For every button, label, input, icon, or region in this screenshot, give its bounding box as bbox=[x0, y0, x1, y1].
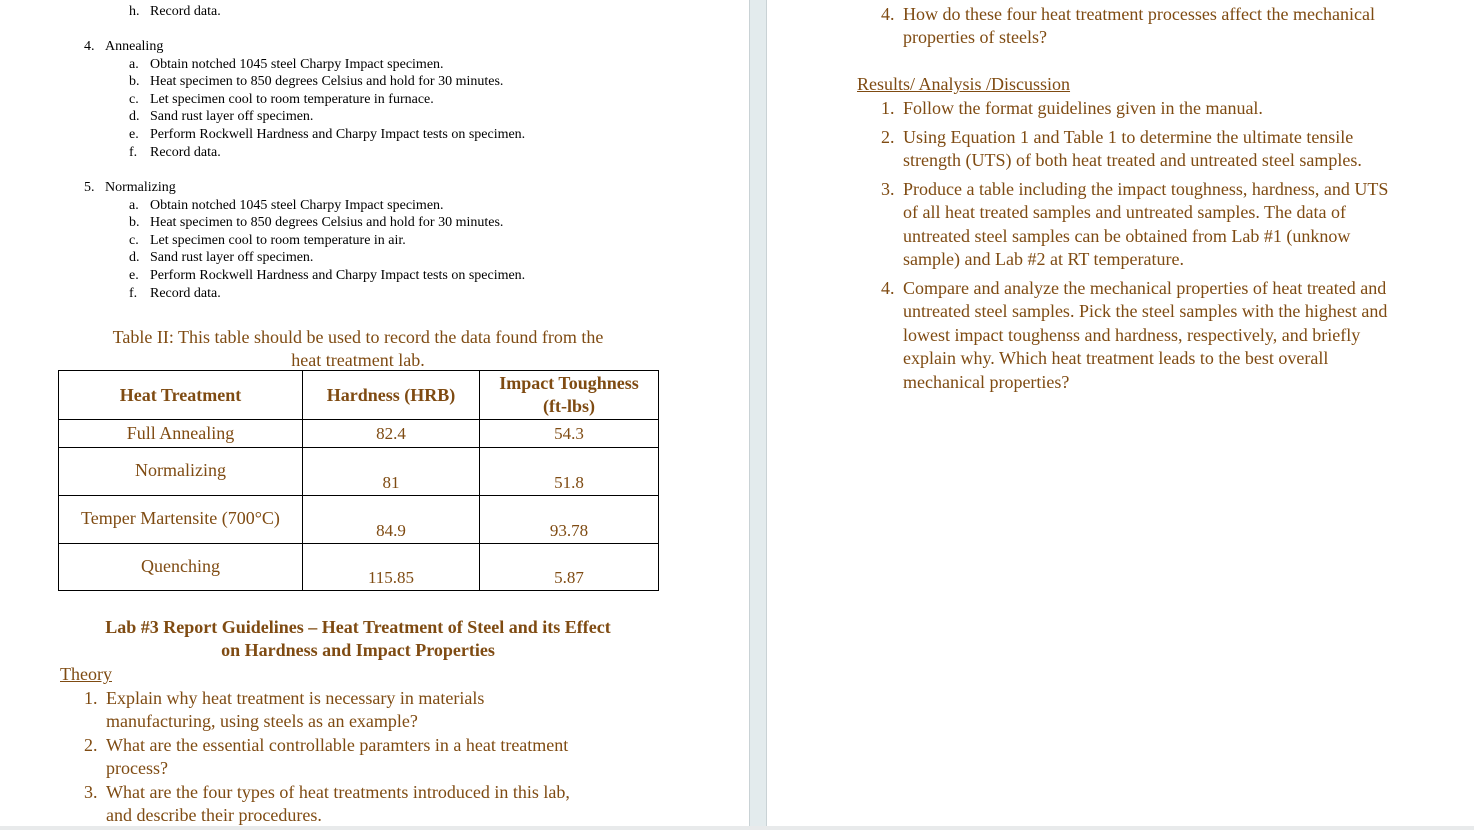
cell-toughness: 5.87 bbox=[480, 544, 659, 591]
header-heat-treatment: Heat Treatment bbox=[59, 371, 303, 420]
results-item-continued: untreated steel samples can be obtained from Lab #1 (unknow bbox=[903, 226, 1351, 246]
table-row bbox=[59, 544, 659, 591]
cell-hardness: 115.85 bbox=[303, 544, 480, 591]
annealing-step: f. Record data. bbox=[129, 145, 221, 160]
annealing-heading: 4. Annealing bbox=[84, 39, 164, 54]
theory-item: 2. What are the essential controllable paramters in a heat treatment bbox=[84, 735, 569, 755]
table-caption: Table II: This table should be used to record the data found from the heat treatment lab. bbox=[112, 327, 604, 370]
results-item: 2. Using Equation 1 and Table 1 to determine the ultimate tensile bbox=[881, 127, 1354, 147]
annealing-step: c. Let specimen cool to room temperature in furnace. bbox=[129, 92, 434, 107]
theory-item-continued: properties of steels? bbox=[903, 27, 1047, 47]
results-item: 3. Produce a table including the impact toughness, hardness, and UTS bbox=[881, 179, 1389, 199]
page-gutter bbox=[749, 0, 767, 826]
annealing-step: e. Perform Rockwell Hardness and Charpy Impact tests on specimen. bbox=[129, 127, 526, 142]
table-row bbox=[59, 420, 659, 448]
theory-heading: Theory bbox=[60, 664, 112, 684]
results-item-continued: lowest impact toughenss and hardness, respectively, and briefly bbox=[903, 325, 1361, 345]
cell-toughness: 51.8 bbox=[480, 448, 659, 496]
table-row bbox=[59, 448, 659, 496]
theory-item: 1. Explain why heat treatment is necessary in materials bbox=[84, 688, 485, 708]
procedure-step-h: h. Record data. bbox=[129, 4, 221, 19]
theory-item-continued: manufacturing, using steels as an example? bbox=[106, 711, 418, 731]
annealing-step: b. Heat specimen to 850 degrees Celsius and hold for 30 minutes. bbox=[129, 74, 504, 89]
cell-hardness: 81 bbox=[303, 448, 480, 496]
results-item-continued: of all heat treated samples and untreated samples. The data of bbox=[903, 202, 1346, 222]
theory-item-continued: and describe their procedures. bbox=[106, 805, 322, 825]
guidelines-title: Lab #3 Report Guidelines – Heat Treatment of Steel and its Effect on Hardness and Impact Properties bbox=[105, 617, 611, 660]
normalizing-step: d. Sand rust layer off specimen. bbox=[129, 250, 314, 265]
header-impact-toughness: Impact Toughness (ft-lbs) bbox=[480, 371, 659, 420]
right-page bbox=[767, 0, 1474, 826]
cell-treatment: Quenching bbox=[59, 544, 303, 591]
results-item-continued: explain why. Which heat treatment leads to the best overall bbox=[903, 348, 1329, 368]
theory-item: 4. How do these four heat treatment processes affect the mechanical bbox=[881, 4, 1375, 24]
theory-item-continued: process? bbox=[106, 758, 168, 778]
normalizing-step: c. Let specimen cool to room temperature in air. bbox=[129, 233, 406, 248]
cell-treatment: Normalizing bbox=[59, 448, 303, 496]
bottom-scroll-strip bbox=[0, 826, 1474, 830]
heat-treatment-table bbox=[58, 370, 659, 591]
cell-treatment: Temper Martensite (700°C) bbox=[59, 496, 303, 544]
results-item-continued: sample) and Lab #2 at RT temperature. bbox=[903, 249, 1184, 269]
header-hardness: Hardness (HRB) bbox=[303, 371, 480, 420]
results-heading: Results/ Analysis /Discussion bbox=[857, 74, 1071, 94]
annealing-step: d. Sand rust layer off specimen. bbox=[129, 109, 314, 124]
cell-hardness: 82.4 bbox=[303, 420, 480, 448]
annealing-step: a. Obtain notched 1045 steel Charpy Impact specimen. bbox=[129, 57, 444, 72]
cell-toughness: 93.78 bbox=[480, 496, 659, 544]
results-item: 4. Compare and analyze the mechanical properties of heat treated and bbox=[881, 278, 1387, 298]
normalizing-step: b. Heat specimen to 850 degrees Celsius and hold for 30 minutes. bbox=[129, 215, 504, 230]
normalizing-step: a. Obtain notched 1045 steel Charpy Impact specimen. bbox=[129, 198, 444, 213]
cell-treatment: Full Annealing bbox=[59, 420, 303, 448]
table-row bbox=[59, 496, 659, 544]
results-item-continued: strength (UTS) of both heat treated and untreated steel samples. bbox=[903, 150, 1362, 170]
results-item: 1. Follow the format guidelines given in the manual. bbox=[881, 98, 1263, 118]
cell-toughness: 54.3 bbox=[480, 420, 659, 448]
normalizing-step: f. Record data. bbox=[129, 286, 221, 301]
results-item-continued: untreated steel samples. Pick the steel samples with the highest and bbox=[903, 301, 1388, 321]
cell-hardness: 84.9 bbox=[303, 496, 480, 544]
normalizing-step: e. Perform Rockwell Hardness and Charpy Impact tests on specimen. bbox=[129, 268, 526, 283]
normalizing-heading: 5. Normalizing bbox=[84, 180, 176, 195]
results-item-continued: mechanical properties? bbox=[903, 372, 1070, 392]
theory-item: 3. What are the four types of heat treatments introduced in this lab, bbox=[84, 782, 570, 802]
table-header-row bbox=[59, 371, 659, 420]
